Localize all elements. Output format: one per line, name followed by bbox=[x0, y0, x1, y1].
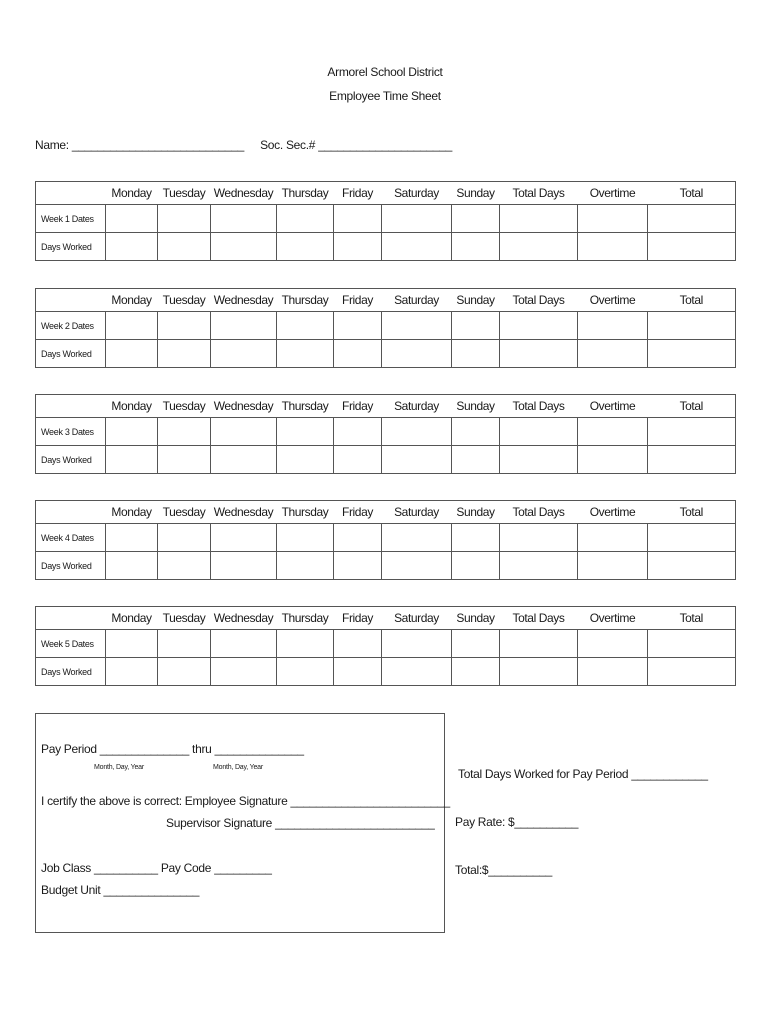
column-header: Thursday bbox=[277, 607, 334, 630]
column-header: Tuesday bbox=[158, 289, 211, 312]
column-header: Monday bbox=[106, 501, 158, 524]
total-days-label: Total Days Worked for Pay Period bbox=[458, 767, 629, 781]
job-class-field[interactable]: __________ bbox=[94, 861, 158, 875]
column-header: Overtime bbox=[578, 289, 648, 312]
entry-cell[interactable] bbox=[334, 446, 382, 474]
pay-rate-line bbox=[455, 815, 578, 829]
entry-cell[interactable] bbox=[648, 312, 736, 340]
entry-cell[interactable] bbox=[500, 205, 578, 233]
column-header: Thursday bbox=[277, 501, 334, 524]
column-header: Total Days bbox=[500, 182, 578, 205]
entry-cell[interactable] bbox=[334, 205, 382, 233]
entry-cell[interactable] bbox=[158, 233, 211, 261]
entry-cell[interactable] bbox=[158, 418, 211, 446]
column-header: Sunday bbox=[452, 182, 500, 205]
entry-cell[interactable] bbox=[648, 233, 736, 261]
entry-cell[interactable] bbox=[158, 312, 211, 340]
entry-cell[interactable] bbox=[648, 340, 736, 368]
start-date-hint: Month, Day, Year bbox=[94, 764, 144, 771]
column-header: Total Days bbox=[500, 501, 578, 524]
pay-period-label: Pay Period bbox=[41, 742, 97, 756]
row-label: Days Worked bbox=[36, 552, 106, 580]
column-header: Monday bbox=[106, 289, 158, 312]
row-label: Week 5 Dates bbox=[36, 630, 106, 658]
column-header: Saturday bbox=[382, 395, 452, 418]
column-header: Total bbox=[648, 395, 736, 418]
column-header: Saturday bbox=[382, 289, 452, 312]
entry-cell[interactable] bbox=[382, 552, 452, 580]
column-header: Saturday bbox=[382, 182, 452, 205]
row-label: Days Worked bbox=[36, 446, 106, 474]
row-label: Week 1 Dates bbox=[36, 205, 106, 233]
entry-cell[interactable] bbox=[382, 205, 452, 233]
total-days-line bbox=[458, 767, 708, 781]
column-header: Saturday bbox=[382, 501, 452, 524]
column-header: Thursday bbox=[277, 395, 334, 418]
entry-cell[interactable] bbox=[500, 658, 578, 686]
entry-cell[interactable] bbox=[277, 524, 334, 552]
column-header: Thursday bbox=[277, 289, 334, 312]
column-header: Total bbox=[648, 501, 736, 524]
column-header: Overtime bbox=[578, 182, 648, 205]
entry-cell[interactable] bbox=[452, 340, 500, 368]
column-header: Total bbox=[648, 182, 736, 205]
column-header: Total Days bbox=[500, 395, 578, 418]
column-header: Friday bbox=[334, 501, 382, 524]
entry-cell[interactable] bbox=[382, 312, 452, 340]
pay-rate-label: Pay Rate: $ bbox=[455, 815, 515, 829]
employee-signature-field[interactable]: _________________________ bbox=[290, 794, 450, 808]
entry-cell[interactable] bbox=[648, 658, 736, 686]
entry-cell[interactable] bbox=[452, 312, 500, 340]
entry-cell[interactable] bbox=[277, 552, 334, 580]
days-worked-row bbox=[36, 658, 736, 686]
entry-cell[interactable] bbox=[106, 312, 158, 340]
week-2-table bbox=[35, 288, 736, 368]
column-header: Sunday bbox=[452, 395, 500, 418]
entry-cell[interactable] bbox=[211, 340, 277, 368]
entry-cell[interactable] bbox=[500, 552, 578, 580]
entry-cell[interactable] bbox=[578, 658, 648, 686]
entry-cell[interactable] bbox=[211, 312, 277, 340]
total-pay-label: Total:$ bbox=[455, 863, 489, 877]
row-label: Days Worked bbox=[36, 340, 106, 368]
column-header: Tuesday bbox=[158, 607, 211, 630]
entry-cell[interactable] bbox=[211, 233, 277, 261]
row-label: Week 3 Dates bbox=[36, 418, 106, 446]
entry-cell[interactable] bbox=[578, 630, 648, 658]
dates-row bbox=[36, 205, 736, 233]
entry-cell[interactable] bbox=[277, 312, 334, 340]
supervisor-signature-label: Supervisor Signature bbox=[166, 816, 273, 830]
header-corner-cell bbox=[36, 395, 106, 418]
total-pay-line bbox=[455, 863, 552, 877]
column-header: Saturday bbox=[382, 607, 452, 630]
dates-row bbox=[36, 418, 736, 446]
entry-cell[interactable] bbox=[334, 418, 382, 446]
entry-cell[interactable] bbox=[382, 340, 452, 368]
pay-rate-field[interactable]: __________ bbox=[514, 815, 579, 829]
entry-cell[interactable] bbox=[158, 205, 211, 233]
entry-cell[interactable] bbox=[277, 418, 334, 446]
entry-cell[interactable] bbox=[106, 205, 158, 233]
header-corner-cell bbox=[36, 289, 106, 312]
column-header: Overtime bbox=[578, 501, 648, 524]
entry-cell[interactable] bbox=[452, 552, 500, 580]
name-label: Name: bbox=[35, 138, 69, 152]
end-date-hint: Month, Day, Year bbox=[213, 764, 263, 771]
header-corner-cell bbox=[36, 182, 106, 205]
supervisor-signature-field[interactable]: _________________________ bbox=[275, 816, 435, 830]
dates-row bbox=[36, 312, 736, 340]
entry-cell[interactable] bbox=[452, 233, 500, 261]
entry-cell[interactable] bbox=[106, 524, 158, 552]
entry-cell[interactable] bbox=[382, 418, 452, 446]
entry-cell[interactable] bbox=[500, 340, 578, 368]
entry-cell[interactable] bbox=[500, 418, 578, 446]
entry-cell[interactable] bbox=[211, 446, 277, 474]
ssn-label: Soc. Sec.# bbox=[260, 138, 316, 152]
entry-cell[interactable] bbox=[158, 552, 211, 580]
name-field[interactable]: ___________________________ bbox=[71, 138, 244, 152]
pay-code-label: Pay Code bbox=[160, 861, 212, 875]
entry-cell[interactable] bbox=[500, 312, 578, 340]
header-corner-cell bbox=[36, 501, 106, 524]
week-4-table bbox=[35, 500, 736, 580]
entry-cell[interactable] bbox=[452, 630, 500, 658]
entry-cell[interactable] bbox=[158, 340, 211, 368]
entry-cell[interactable] bbox=[106, 418, 158, 446]
entry-cell[interactable] bbox=[211, 524, 277, 552]
entry-cell[interactable] bbox=[648, 524, 736, 552]
entry-cell[interactable] bbox=[158, 524, 211, 552]
entry-cell[interactable] bbox=[334, 524, 382, 552]
entry-cell[interactable] bbox=[334, 552, 382, 580]
week-3-table bbox=[35, 394, 736, 474]
entry-cell[interactable] bbox=[211, 552, 277, 580]
budget-unit-label: Budget Unit bbox=[41, 883, 101, 897]
column-header: Wednesday bbox=[211, 395, 277, 418]
certify-label: I certify the above is correct: Employee Signature bbox=[41, 794, 288, 808]
column-header: Total Days bbox=[500, 607, 578, 630]
column-header: Wednesday bbox=[211, 289, 277, 312]
employee-info-line bbox=[35, 138, 452, 152]
entry-cell[interactable] bbox=[211, 418, 277, 446]
entry-cell[interactable] bbox=[158, 446, 211, 474]
header-corner-cell bbox=[36, 607, 106, 630]
entry-cell[interactable] bbox=[277, 630, 334, 658]
entry-cell[interactable] bbox=[648, 418, 736, 446]
entry-cell[interactable] bbox=[334, 658, 382, 686]
column-header: Tuesday bbox=[158, 395, 211, 418]
entry-cell[interactable] bbox=[334, 312, 382, 340]
entry-cell[interactable] bbox=[452, 524, 500, 552]
entry-cell[interactable] bbox=[211, 658, 277, 686]
days-worked-row bbox=[36, 552, 736, 580]
column-header: Monday bbox=[106, 395, 158, 418]
pay-code-field[interactable]: _________ bbox=[214, 861, 272, 875]
entry-cell[interactable] bbox=[158, 630, 211, 658]
budget-unit-field[interactable]: _______________ bbox=[103, 883, 200, 897]
entry-cell[interactable] bbox=[648, 446, 736, 474]
entry-cell[interactable] bbox=[211, 205, 277, 233]
week-5-table bbox=[35, 606, 736, 686]
column-header: Thursday bbox=[277, 182, 334, 205]
column-header: Overtime bbox=[578, 395, 648, 418]
column-header: Wednesday bbox=[211, 501, 277, 524]
dates-row bbox=[36, 630, 736, 658]
column-header: Friday bbox=[334, 289, 382, 312]
entry-cell[interactable] bbox=[578, 312, 648, 340]
entry-cell[interactable] bbox=[106, 658, 158, 686]
entry-cell[interactable] bbox=[382, 233, 452, 261]
days-worked-row bbox=[36, 233, 736, 261]
entry-cell[interactable] bbox=[277, 658, 334, 686]
entry-cell[interactable] bbox=[452, 205, 500, 233]
entry-cell[interactable] bbox=[334, 630, 382, 658]
row-label: Week 4 Dates bbox=[36, 524, 106, 552]
entry-cell[interactable] bbox=[106, 552, 158, 580]
entry-cell[interactable] bbox=[106, 340, 158, 368]
entry-cell[interactable] bbox=[452, 446, 500, 474]
entry-cell[interactable] bbox=[578, 446, 648, 474]
column-header: Friday bbox=[334, 182, 382, 205]
pay-period-box bbox=[35, 713, 450, 933]
entry-cell[interactable] bbox=[277, 233, 334, 261]
column-header: Tuesday bbox=[158, 501, 211, 524]
entry-cell[interactable] bbox=[158, 658, 211, 686]
job-class-label: Job Class bbox=[41, 861, 91, 875]
column-header: Wednesday bbox=[211, 182, 277, 205]
days-worked-row bbox=[36, 446, 736, 474]
entry-cell[interactable] bbox=[578, 552, 648, 580]
entry-cell[interactable] bbox=[106, 233, 158, 261]
entry-cell[interactable] bbox=[334, 340, 382, 368]
entry-cell[interactable] bbox=[578, 233, 648, 261]
entry-cell[interactable] bbox=[500, 233, 578, 261]
entry-cell[interactable] bbox=[382, 630, 452, 658]
column-header: Monday bbox=[106, 607, 158, 630]
entry-cell[interactable] bbox=[578, 205, 648, 233]
entry-cell[interactable] bbox=[500, 446, 578, 474]
column-header: Monday bbox=[106, 182, 158, 205]
pay-period-start-field[interactable]: ______________ bbox=[99, 742, 189, 756]
column-header: Sunday bbox=[452, 289, 500, 312]
entry-cell[interactable] bbox=[211, 630, 277, 658]
entry-cell[interactable] bbox=[648, 552, 736, 580]
entry-cell[interactable] bbox=[334, 233, 382, 261]
days-worked-row bbox=[36, 340, 736, 368]
dates-row bbox=[36, 524, 736, 552]
column-header: Total Days bbox=[500, 289, 578, 312]
district-name: Armorel School District bbox=[327, 65, 443, 79]
column-header: Sunday bbox=[452, 607, 500, 630]
thru-label: thru bbox=[192, 742, 212, 756]
entry-cell[interactable] bbox=[382, 658, 452, 686]
entry-cell[interactable] bbox=[452, 418, 500, 446]
row-label: Days Worked bbox=[36, 658, 106, 686]
column-header: Overtime bbox=[578, 607, 648, 630]
entry-cell[interactable] bbox=[500, 524, 578, 552]
entry-cell[interactable] bbox=[578, 340, 648, 368]
entry-cell[interactable] bbox=[106, 446, 158, 474]
form-title: Employee Time Sheet bbox=[329, 89, 441, 103]
entry-cell[interactable] bbox=[578, 524, 648, 552]
entry-cell[interactable] bbox=[578, 418, 648, 446]
column-header: Wednesday bbox=[211, 607, 277, 630]
week-1-table bbox=[35, 181, 736, 261]
column-header: Tuesday bbox=[158, 182, 211, 205]
entry-cell[interactable] bbox=[382, 446, 452, 474]
pay-period-end-field[interactable]: ______________ bbox=[214, 742, 304, 756]
ssn-field[interactable]: _____________________ bbox=[318, 138, 453, 152]
row-label: Days Worked bbox=[36, 233, 106, 261]
row-label: Week 2 Dates bbox=[36, 312, 106, 340]
entry-cell[interactable] bbox=[500, 630, 578, 658]
column-header: Total bbox=[648, 289, 736, 312]
entry-cell[interactable] bbox=[277, 446, 334, 474]
total-days-field[interactable]: ____________ bbox=[631, 767, 708, 781]
entry-cell[interactable] bbox=[648, 205, 736, 233]
column-header: Sunday bbox=[452, 501, 500, 524]
entry-cell[interactable] bbox=[277, 205, 334, 233]
entry-cell[interactable] bbox=[382, 524, 452, 552]
entry-cell[interactable] bbox=[452, 658, 500, 686]
entry-cell[interactable] bbox=[106, 630, 158, 658]
column-header: Friday bbox=[334, 607, 382, 630]
column-header: Friday bbox=[334, 395, 382, 418]
column-header: Total bbox=[648, 607, 736, 630]
entry-cell[interactable] bbox=[277, 340, 334, 368]
entry-cell[interactable] bbox=[648, 630, 736, 658]
total-pay-field[interactable]: __________ bbox=[488, 863, 553, 877]
